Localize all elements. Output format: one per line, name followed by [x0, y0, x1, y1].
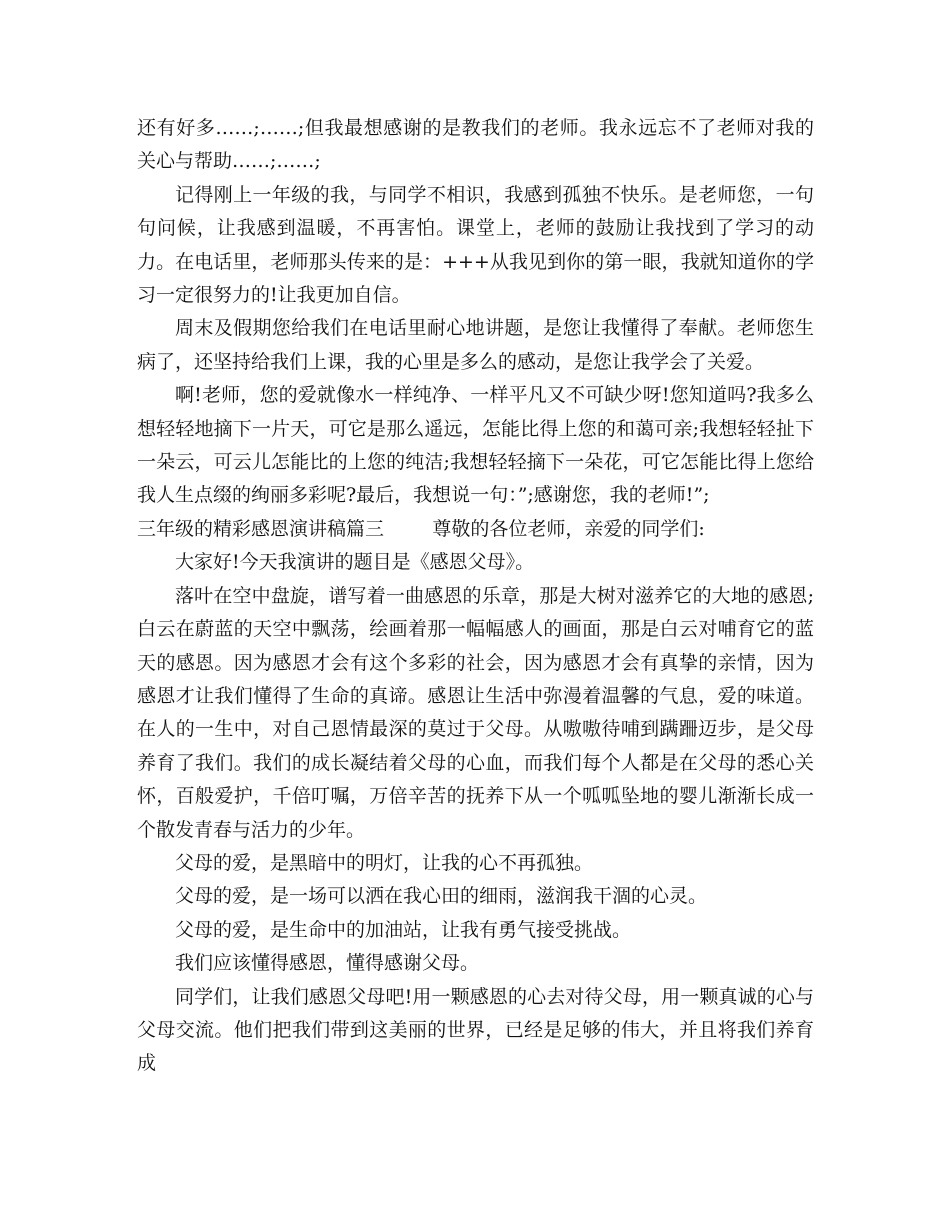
paragraph-first-grade-memory: 记得刚上一年级的我，与同学不相识，我感到孤独不快乐。是老师您，一句句问候，让我感到温暖，不再害怕。课堂上，老师的鼓励让我找到了学习的动力。在电话里，老师那头传来的是：+++从我见到你的第一眼，我就知道你的学习一定很努力的!让我更加自信。 — [137, 183, 814, 307]
paragraph-weekend-lessons: 周末及假期您给我们在电话里耐心地讲题，是您让我懂得了奉献。老师您生病了，还坚持给我们上课，我的心里是多么的感动，是您让我学会了关爱。 — [137, 317, 814, 373]
document-body — [137, 112, 814, 1081]
paragraph-teacher-love: 啊!老师，您的爱就像水一样纯净、一样平凡又不可缺少呀!您知道吗?我多么想轻轻地摘下一片天，可它是那么遥远，怎能比得上您的和蔼可亲;我想轻轻扯下一朵云，可云儿怎能比的上您的纯洁;我想轻轻摘下一朵花，可它怎能比得上您给我人生点缀的绚丽多彩呢?最后，我想说一句：”;感谢您，我的老师!”; — [137, 384, 814, 507]
paragraph-parents-love-station: 父母的爱，是生命中的加油站，让我有勇气接受挑战。 — [175, 918, 632, 941]
paragraph-greeting: 大家好!今天我演讲的题目是《感恩父母》。 — [175, 551, 535, 574]
paragraph-parents-love-lamp: 父母的爱，是黑暗中的明灯，让我的心不再孤独。 — [175, 851, 594, 874]
paragraph-continuation: 还有好多……;……;但我最想感谢的是教我们的老师。我永远忘不了老师对我的关心与帮助……;……; — [137, 117, 814, 173]
paragraph-be-grateful: 我们应该懂得感恩，懂得感谢父母。 — [175, 952, 480, 975]
speech-section-heading: 三年级的精彩感恩演讲稿篇三 尊敬的各位老师，亲爱的同学们: — [137, 517, 705, 540]
paragraph-falling-leaves: 落叶在空中盘旋，谱写着一曲感恩的乐章，那是大树对滋养它的大地的感恩;白云在蔚蓝的天空中飘荡，绘画着那一幅幅感人的画面，那是白云对哺育它的蓝天的感恩。因为感恩才会有这个多彩的社会，因为感恩才会有真挚的亲情，因为感恩才让我们懂得了生命的真谛。感恩让生活中弥漫着温馨的气息，爱的味道。 在人的一生中，对自己恩情最深的莫过于父母。从嗷嗷待哺到蹒跚迈步，是父母养育了我们。我们的成长凝结着父母的心血，而我们每个人都是在父母的悉心关怀，百般爱护，千倍叮嘱，万倍辛苦的抚养下从一个呱呱坠地的婴儿渐渐长成一个散发青春与活力的少年。 — [137, 584, 814, 841]
paragraph-classmates-appeal: 同学们，让我们感恩父母吧!用一颗感恩的心去对待父母，用一颗真诚的心与父母交流。他们把我们带到这美丽的世界，已经是足够的伟大，并且将我们养育成 — [137, 985, 814, 1075]
paragraph-parents-love-rain: 父母的爱，是一场可以洒在我心田的细雨，滋润我干涸的心灵。 — [175, 885, 708, 908]
